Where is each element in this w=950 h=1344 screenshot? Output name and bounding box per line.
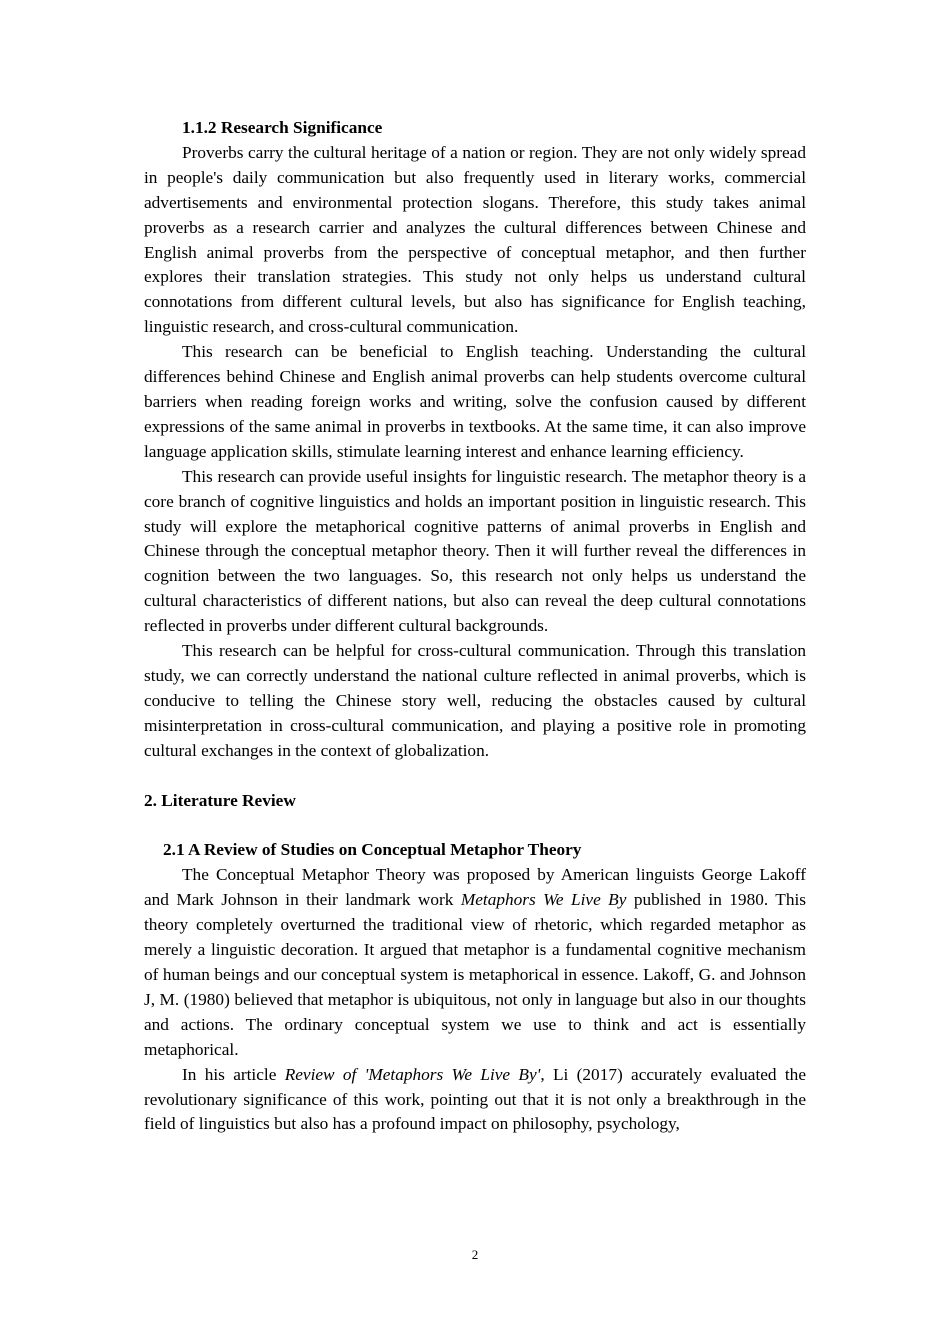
article-title: Review of 'Metaphors We Live By' [284, 1064, 541, 1084]
paragraph: This research can be beneficial to English teaching. Understanding the cultural differences behind Chinese and English animal proverbs can help students overcome cultural barriers when reading foreign works and writing, solve the confusion caused by different expressions of the same animal in proverbs in textbooks. At the same time, it can also improve language application skills, stimulate learning interest and enhance learning efficiency. [144, 342, 806, 461]
document-body [144, 116, 806, 1137]
text-run: , Li (2017) accurately evaluated the revolutionary significance of this work, pointing out that it is not only a breakthrough in the field of linguistics but also has a profound impact on philosophy, psychology, [144, 1064, 806, 1134]
paragraph: This research can be helpful for cross-cultural communication. Through this translation study, we can correctly understand the national culture reflected in animal proverbs, which is conducive to telling the Chinese story well, reducing the obstacles caused by cultural misinterpretation in cross-cultural communication, and playing a positive role in promoting cultural exchanges in the context of globalization. [144, 641, 806, 760]
text-run: published in 1980. This theory completely overturned the traditional view of rhetoric, which regarded metaphor as merely a linguistic decoration. It argued that metaphor is a fundamental cognitive mechanism of human beings and our conceptual system is metaphorical in essence. Lakoff, G. and Johnson J, M. (1980) believed that metaphor is ubiquitous, not only in language but also in our thoughts and actions. The ordinary conceptual system we use to think and act is essentially metaphorical. [144, 890, 806, 1059]
paragraph: This research can provide useful insights for linguistic research. The metaphor theory is a core branch of cognitive linguistics and holds an important position in linguistic research. This study will explore the metaphorical cognitive patterns of animal proverbs in English and Chinese through the conceptual metaphor theory. Then it will further reveal the differences in cognition between the two languages. So, this research not only helps us understand the cultural characteristics of different nations, but also can reveal the deep cultural connotations reflected in proverbs under different cultural backgrounds. [144, 466, 806, 636]
paragraph [144, 1063, 806, 1138]
text-run: In his article [182, 1064, 285, 1084]
paragraph [144, 863, 806, 1062]
section-heading-2-1: 2.1 A Review of Studies on Conceptual Metaphor Theory [163, 840, 582, 860]
section-heading-2: 2. Literature Review [144, 790, 296, 810]
text-run: The Conceptual Metaphor Theory was proposed by American linguists George Lakoff and Mark Johnson in their landmark work [144, 865, 806, 910]
page-number: 2 [471, 1247, 479, 1262]
paragraph: Proverbs carry the cultural heritage of a nation or region. They are not only widely spread in people's daily communication but also frequently used in literary works, commercial advertisements and environmental protection slogans. Therefore, this study takes animal proverbs as a research carrier and analyzes the cultural differences between Chinese and English animal proverbs from the perspective of conceptual metaphor, and then further explores their translation strategies. This study not only helps us understand cultural connotations from different cultural levels, but also has significance for English teaching, linguistic research, and cross-cultural communication. [144, 142, 806, 337]
section-heading-1-1-2: 1.1.2 Research Significance [182, 118, 383, 137]
book-title: Metaphors We Live By [460, 890, 627, 910]
